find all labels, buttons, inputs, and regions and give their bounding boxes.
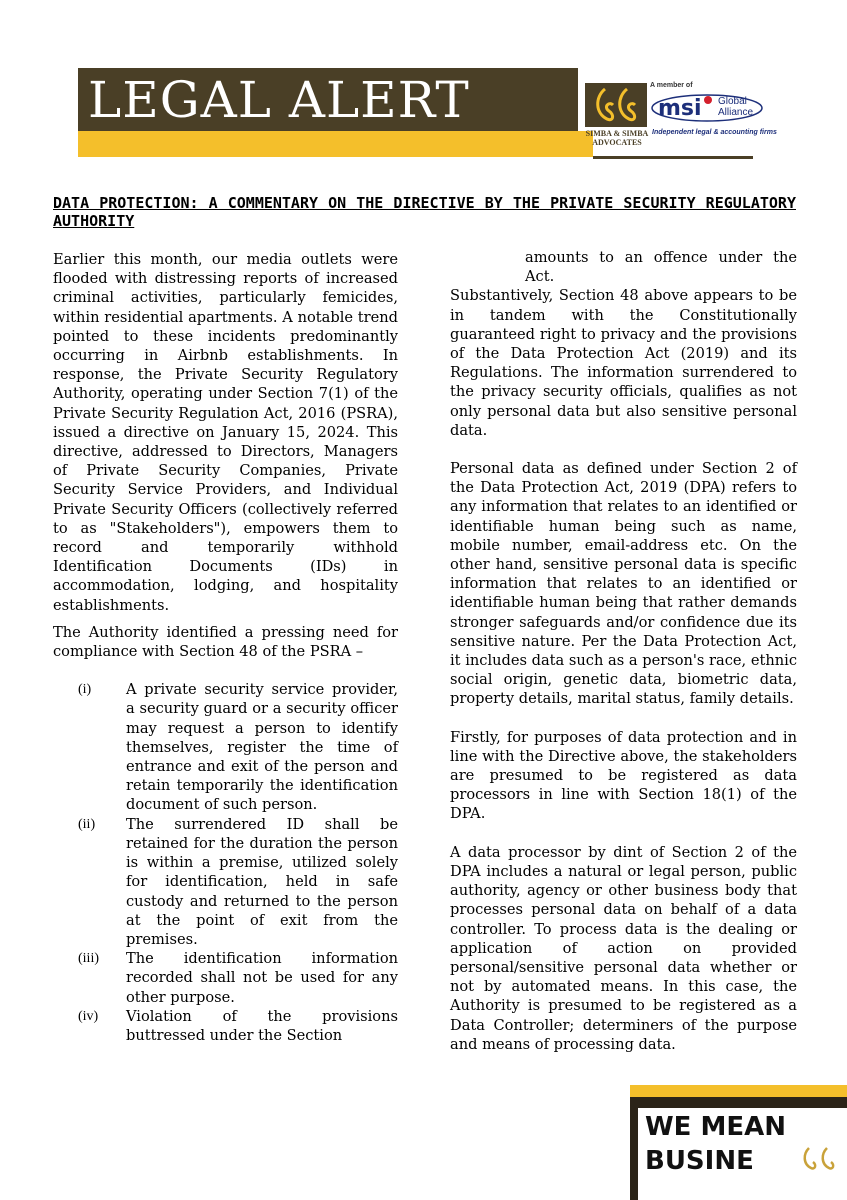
stakeholders-paragraph: Firstly, for purposes of data protection and in line with the Directive above, the stakeholders are presumed to be registered as data processors in line with Section 18(1) of the DPA. [450,728,797,823]
slogan-badge: WE MEAN BUSINE [645,1112,787,1176]
network-member-label: A member of [650,82,693,89]
header-divider [593,156,753,159]
page-title: LEGAL ALERT [88,71,470,129]
list-text: Violation of the provisions buttressed under the Section [126,1007,398,1044]
data-processor-paragraph: A data processor by dint of Section 2 of the DPA includes a natural or legal person, public authority, agency or other business body that processes personal data on behalf of a data controller. To process data is the dealing or application of action on provided personal/sensitive personal data whether or not by automated means. In this case, the Authority is presumed to be registered as a Data Controller; determiners of the purpose and means of processing data. [450,843,797,1053]
substantive-paragraph: Substantively, Section 48 above appears to be in tandem with the Constitutionally guaranteed right to privacy and the provisions of the Data Protection Act (2019) and its Regulations. The information surrendered to the privacy security officials, qualifies as not only personal data but also sensitive personal data. [450,287,797,439]
list-text: The surrendered ID shall be retained for the duration the person is within a premise, utilized solely for identification, held in safe custody and returned to the person at the point of exit from the premises. [126,815,398,948]
article-title: DATA PROTECTION: A COMMENTARY ON THE DIRECTIVE BY THE PRIVATE SECURITY REGULATORY AUTHORITY [53,194,796,230]
list-item [53,815,398,949]
list-number: (i) [78,682,92,698]
simba-mini-logo-icon [795,1144,847,1174]
firm-name-line2: ADVOCATES [592,138,642,147]
msi-name-line2: Alliance [718,107,754,118]
list-number: (iii) [78,951,99,967]
list-number: (iv) [78,1008,99,1024]
msi-logo-icon [650,88,764,124]
simba-logo-icon [585,83,647,127]
list-item [53,680,398,814]
list-number: (ii) [78,816,96,832]
firm-name [580,129,654,147]
list-item [53,949,398,1007]
left-column [53,250,398,1045]
list-text: A private security service provider, a security guard or a security officer may request a person to identify themselves, register the time of entrance and exit of the person and retain temporarily the identification document of such person. [126,681,398,814]
network-tagline: Independent legal & accounting firms [652,129,777,136]
authority-paragraph: The Authority identified a pressing need for compliance with Section 48 of the PSRA – [53,623,398,661]
list-continuation: amounts to an offence under the Act. [525,249,797,286]
personal-data-paragraph: Personal data as defined under Section 2 of the Data Protection Act, 2019 (DPA) refers to any information that relates to an identified or identifiable human being such as name, mobile number, email-address etc. On the other hand, sensitive personal data is specific information that relates to an identified or identifiable human being that rather demands stronger safeguards and/or confidence due its sensitive nature. Per the Data Protection Act, it includes data such as a person's race, ethnic social origin, genetic data, biometric data, property details, marital status, family details. [450,460,797,708]
list-item [53,1007,398,1045]
intro-paragraph: Earlier this month, our media outlets were flooded with distressing reports of increased criminal activities, particularly femicides, within residential apartments. A notable trend pointed to these incidents predominantly occurring in Airbnb establishments. In response, the Private Security Regulatory Authority, operating under Section 7(1) of the Private Security Regulation Act, 2016 (PSRA), issued a directive on January 15, 2024. This directive, addressed to Directors, Managers of Private Security Companies, Private Security Service Providers, and Individual Private Security Officers (collectively referred to as "Stakeholders"), empowers them to record and temporarily withhold Identification Documents (IDs) in accommodation, lodging, and hospitality establishments. [53,251,398,614]
firm-name-line1: SIMBA & SIMBA [585,129,649,138]
msi-brand: msi [658,96,702,121]
list-text: The identification information recorded shall not be used for any other purpose. [126,950,398,1006]
header-gold-band [78,131,593,157]
right-column [450,248,797,1054]
msi-name-line1: Global [718,96,747,107]
